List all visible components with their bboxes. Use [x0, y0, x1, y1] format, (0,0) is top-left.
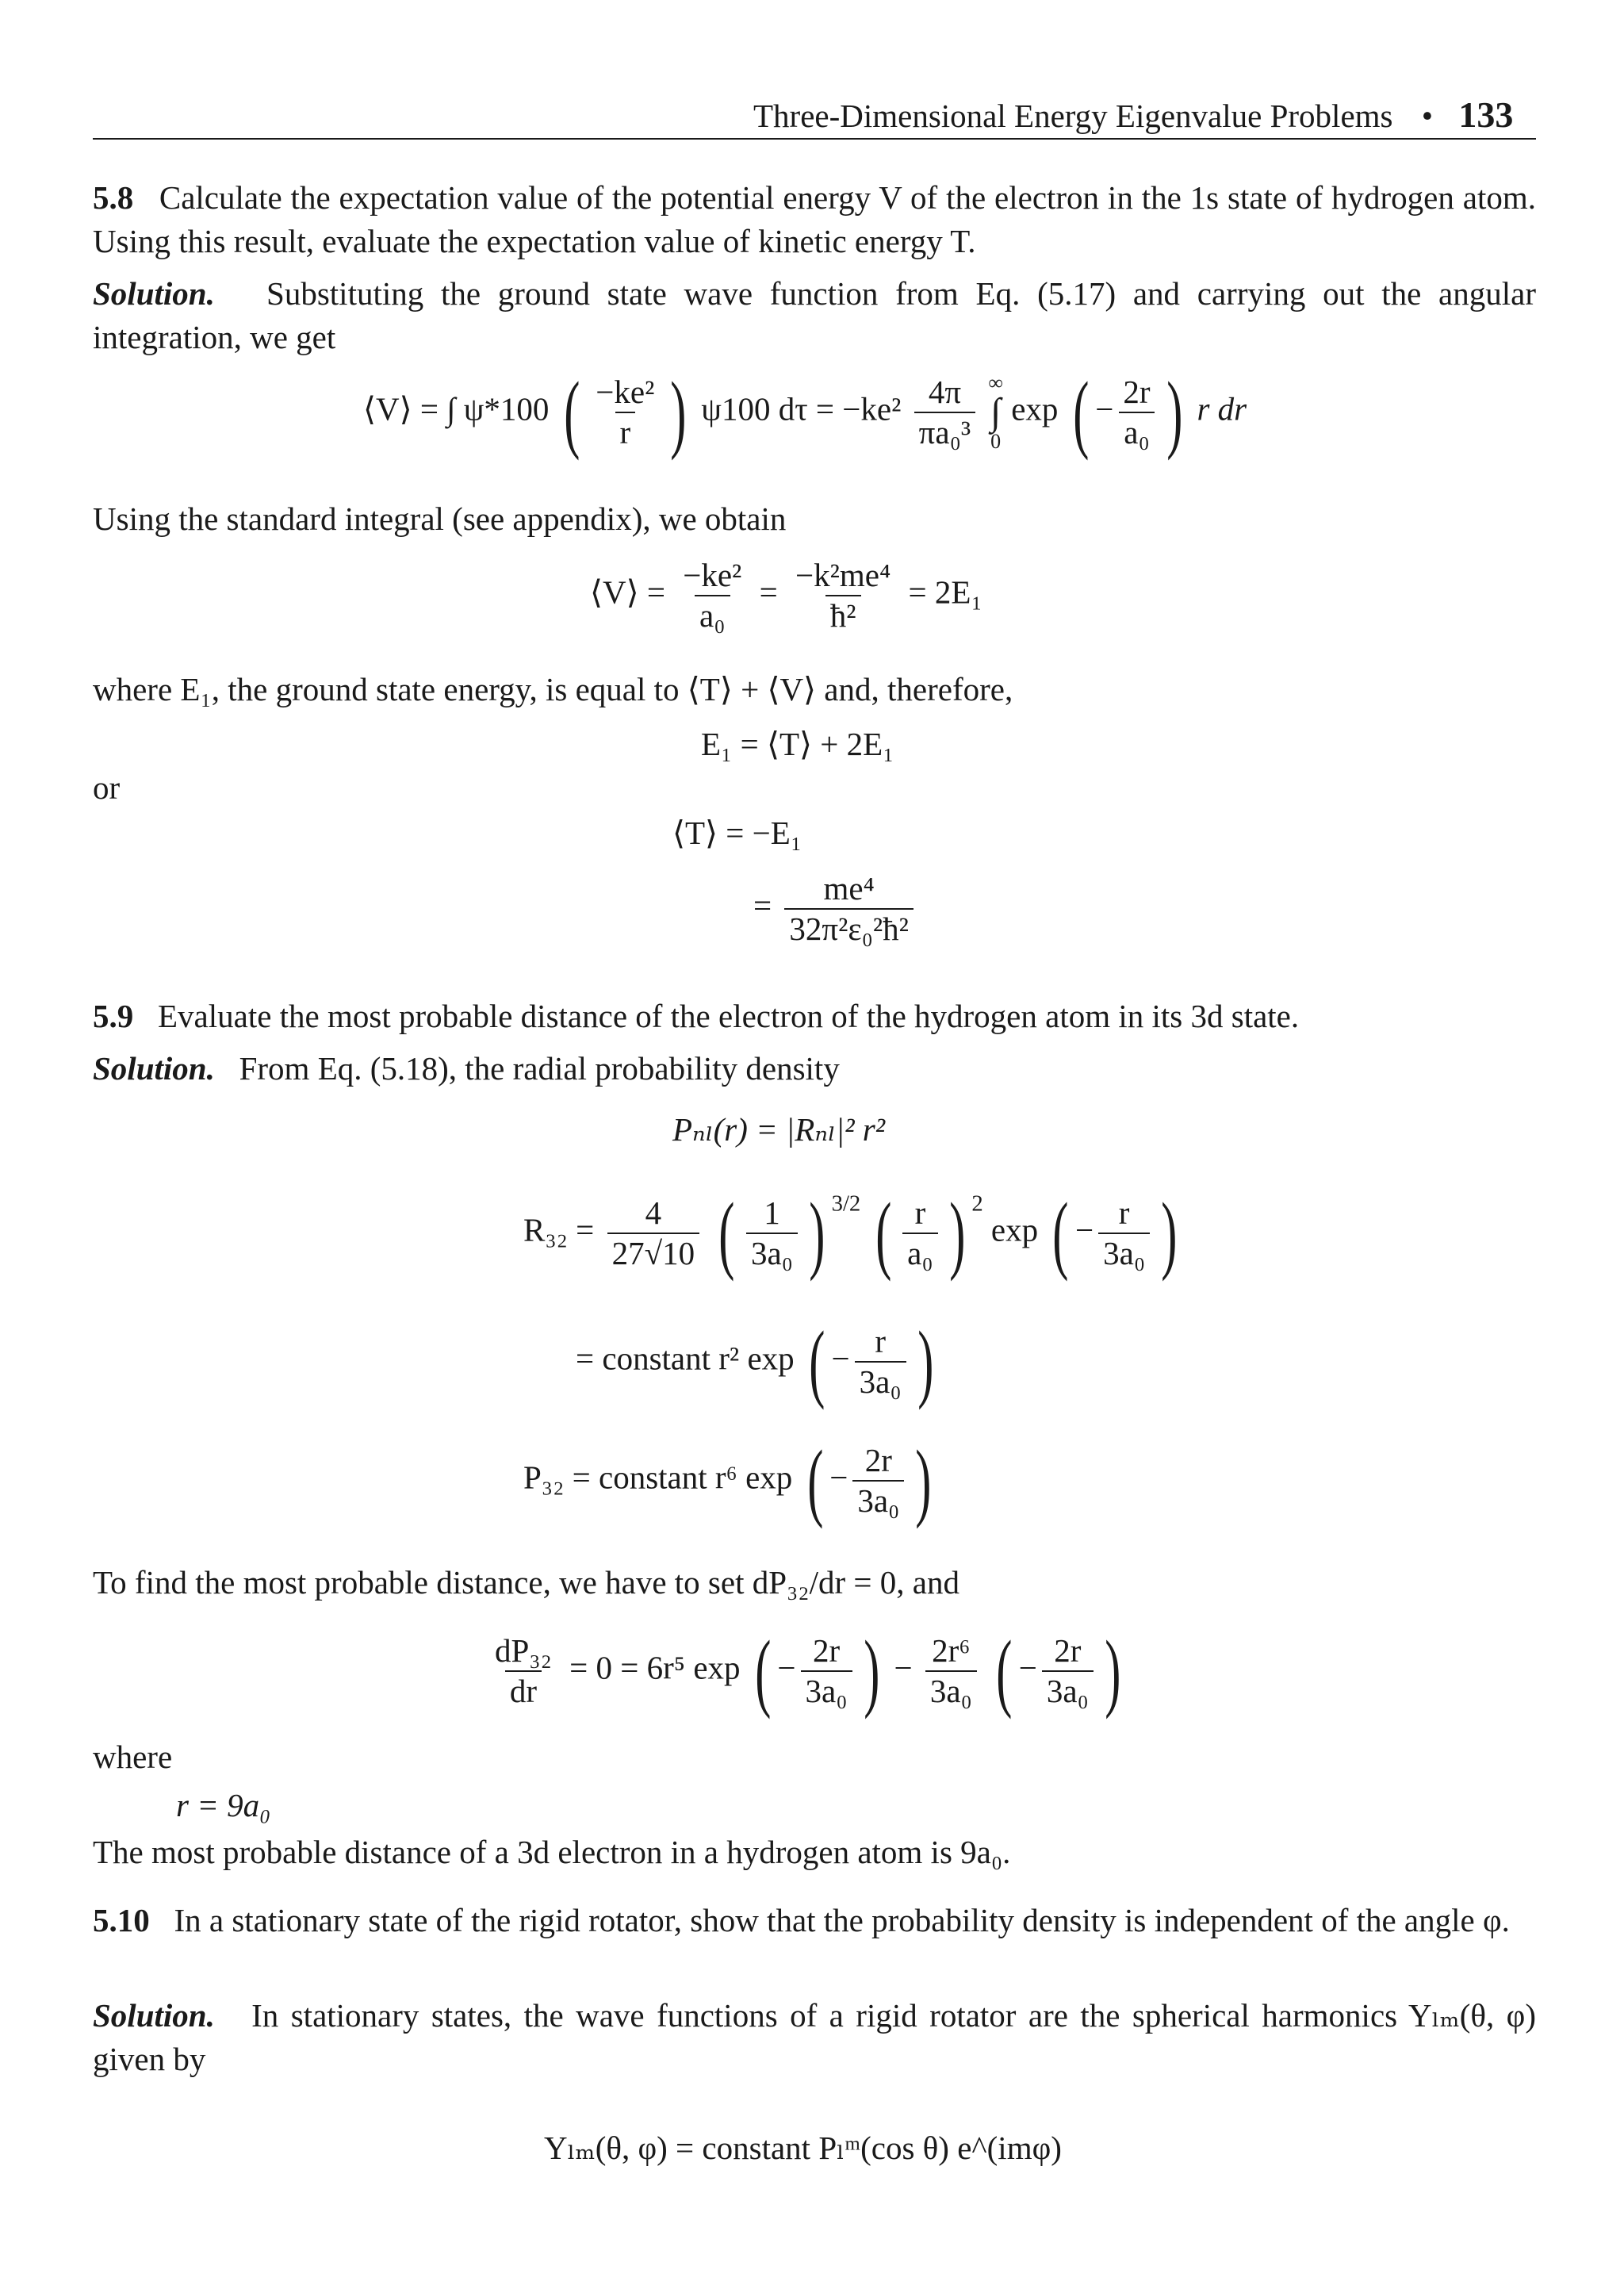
frac-den: 32π²ε₀²ħ² — [784, 908, 914, 945]
text: or — [93, 769, 121, 806]
eq-mid: = 0 = 6r⁵ exp — [569, 1649, 741, 1686]
equation-v-result — [590, 559, 982, 632]
frac-den: 3a₀ — [855, 1361, 906, 1398]
frac-den: 3a₀ — [852, 1480, 904, 1517]
frac-den: 27√10 — [607, 1233, 700, 1270]
eq-text: r = 9a₀ — [176, 1787, 271, 1823]
frac-den: πa₀³ — [914, 412, 975, 449]
solution-text: From Eq. (5.18), the radial probability density — [239, 1050, 840, 1087]
frac-num: 2r — [1054, 1632, 1082, 1669]
text: where E₁, the ground state energy, is equal to ⟨T⟩ + ⟨V⟩ and, therefore, — [93, 671, 1013, 707]
solution-label: Solution. — [93, 1997, 215, 2034]
eq-lhs: P₃₂ = constant r⁶ exp — [523, 1459, 793, 1496]
exp-label: exp — [990, 1211, 1039, 1248]
equation-r32-constant: = constant r² exp ( − $\frac{r}{\text{3a₀}}$ ) — [576, 1313, 934, 1410]
frac-num: −ke² — [683, 557, 742, 593]
problem-5-10 — [93, 1899, 1536, 1942]
solution-label: Solution. — [93, 1050, 215, 1087]
eq-text: ⟨T⟩ = −E₁ — [672, 815, 802, 851]
equation-ylm — [544, 2132, 1062, 2164]
frac-num: me⁴ — [823, 870, 875, 907]
text: The most probable distance of a 3d electron in a hydrogen atom is 9a₀. — [93, 1834, 1011, 1870]
page-number: 133 — [1458, 94, 1514, 135]
frac-num: r — [914, 1194, 926, 1231]
text-where-e1 — [93, 668, 1536, 711]
text: where — [93, 1739, 173, 1775]
frac-num: r — [875, 1323, 886, 1359]
eq-text: Yₗₘ(θ, φ) = constant Pₗᵐ(cos θ) e^(imφ) — [544, 2130, 1062, 2166]
text-most-probable — [93, 1831, 1536, 1874]
problem-text: Evaluate the most probable distance of the electron of the hydrogen atom in its 3d state. — [158, 998, 1300, 1034]
text: Using the standard integral (see appendix), we obtain — [93, 500, 787, 537]
frac-num: −ke² — [596, 374, 655, 410]
lower-limit: 0 — [990, 430, 1002, 453]
eq-minus: − — [894, 1649, 913, 1686]
header-bullet: • — [1421, 98, 1434, 134]
frac-den: 3a₀ — [1098, 1233, 1150, 1270]
equation-expectation-v: ⟨V⟩ = ∫ ψ*100 ( $\frac{\text{−ke²}}{r}$ ) ψ100 dτ = −ke² $\frac{4\pi}{\text{πa₀³}}$ ∞ ∫ 0 exp ( − $\frac{2r}{\text{a₀}}$ ) r dr — [363, 364, 1247, 461]
frac-den: r — [615, 412, 636, 449]
eq-lhs: R₃₂ = — [523, 1211, 595, 1248]
text-find-distance — [93, 1561, 1536, 1604]
eq-lhs: = constant r² exp — [576, 1340, 795, 1377]
running-title: Three-Dimensional Energy Eigenvalue Problems — [753, 98, 1393, 134]
frac-den: 3a₀ — [1042, 1670, 1094, 1708]
problem-number: 5.8 — [93, 179, 134, 216]
problem-text: Calculate the expectation value of the potential energy V of the electron in the 1s state of hydrogen atom. Using this result, evaluate the expectation value of kinetic energy T. — [93, 179, 1545, 259]
frac-den: 3a₀ — [801, 1670, 852, 1708]
frac-num: dP₃₂ — [495, 1632, 552, 1669]
eq-rhs: = 2E₁ — [908, 573, 982, 611]
eq-lhs: ⟨V⟩ = ∫ ψ*100 — [363, 390, 550, 427]
equation-p32: P₃₂ = constant r⁶ exp ( − $\frac{2r}{\text{3a₀}}$ ) — [523, 1432, 932, 1529]
equation-t-result — [753, 872, 918, 945]
eq-text: E₁ = ⟨T⟩ + 2E₁ — [701, 726, 894, 762]
text-or — [93, 766, 1536, 810]
frac-den: a₀ — [695, 595, 730, 632]
solution-text: Substituting the ground state wave function from Eq. (5.17) and carrying out the angular integration, we get — [93, 275, 1545, 355]
frac-den: 3a₀ — [746, 1233, 798, 1270]
eq-lhs: ⟨V⟩ = — [590, 573, 665, 611]
eq-tail: r dr — [1197, 390, 1247, 427]
problem-text: In a stationary state of the rigid rotator, show that the probability density is independent of the angle φ. — [174, 1902, 1510, 1938]
frac-num: 1 — [764, 1194, 780, 1231]
frac-num: 4π — [928, 374, 962, 410]
solution-text: In stationary states, the wave functions of a rigid rotator are the spherical harmonics Yₗₘ(θ, φ) given by — [93, 1997, 1545, 2077]
frac-den: 3a₀ — [925, 1670, 977, 1708]
solution-5-10 — [93, 1994, 1545, 2081]
frac-num: 2r — [1123, 374, 1151, 410]
frac-den: dr — [505, 1670, 542, 1708]
eq-sign: = — [753, 887, 772, 924]
text-standard-integral — [93, 497, 1536, 541]
frac-num: −k²me⁴ — [795, 557, 891, 593]
integral-limits: ∞ ∫ 0 — [988, 371, 1003, 453]
equation-e1 — [701, 728, 894, 761]
solution-label: Solution. — [93, 275, 215, 312]
problem-number: 5.9 — [93, 998, 134, 1034]
eq-text: Pₙₗ(r) = |Rₙₗ|² r² — [672, 1111, 885, 1148]
power: 3/2 — [831, 1190, 861, 1217]
solution-5-9 — [93, 1047, 1536, 1091]
frac-num: 4 — [645, 1194, 662, 1231]
equation-r32: R₃₂ = $\frac{4}{27√10}$ ( $\frac{1}{\text{3a₀}}$ ) $^{3/2}$ ( $\frac{r}{\text{a₀}}$ ) $^2$ exp ( − $\frac{r}{\text{3a₀}}$ ) — [523, 1185, 1178, 1282]
frac-den: ħ² — [825, 595, 861, 632]
eq-mid: ψ100 dτ = −ke² — [701, 390, 902, 427]
frac-den: a₀ — [902, 1233, 938, 1270]
frac-num: 2r — [812, 1632, 841, 1669]
frac-num: r — [1118, 1194, 1130, 1231]
equation-t — [672, 817, 802, 849]
text: To find the most probable distance, we have to set dP₃₂/dr = 0, and — [93, 1564, 959, 1601]
frac-den: a₀ — [1119, 412, 1155, 449]
header-rule — [93, 138, 1536, 140]
frac-num: 2r⁶ — [932, 1632, 971, 1669]
problem-number: 5.10 — [93, 1902, 150, 1938]
upper-limit: ∞ — [988, 371, 1003, 394]
equation-derivative: $\frac{\text{dP₃₂}}{dr}$ = 0 = 6r⁵ exp ( − $\frac{2r}{\text{3a₀}}$ ) − $\frac{\text{2r⁶}}{\text{3a₀}}$ ( − $\frac{2r}{\text{3a₀}}$ ) — [485, 1627, 1127, 1715]
equation-pnl — [672, 1111, 885, 1148]
solution-5-8 — [93, 272, 1545, 359]
exp-label: exp — [1011, 390, 1059, 427]
running-header — [753, 94, 1513, 136]
frac-num: 2r — [864, 1442, 892, 1478]
equation-r-value — [176, 1789, 270, 1822]
problem-5-8 — [93, 176, 1545, 263]
power: 2 — [971, 1190, 983, 1217]
text-where — [93, 1735, 1536, 1779]
problem-5-9 — [93, 995, 1536, 1038]
eq-sign: = — [759, 573, 778, 611]
